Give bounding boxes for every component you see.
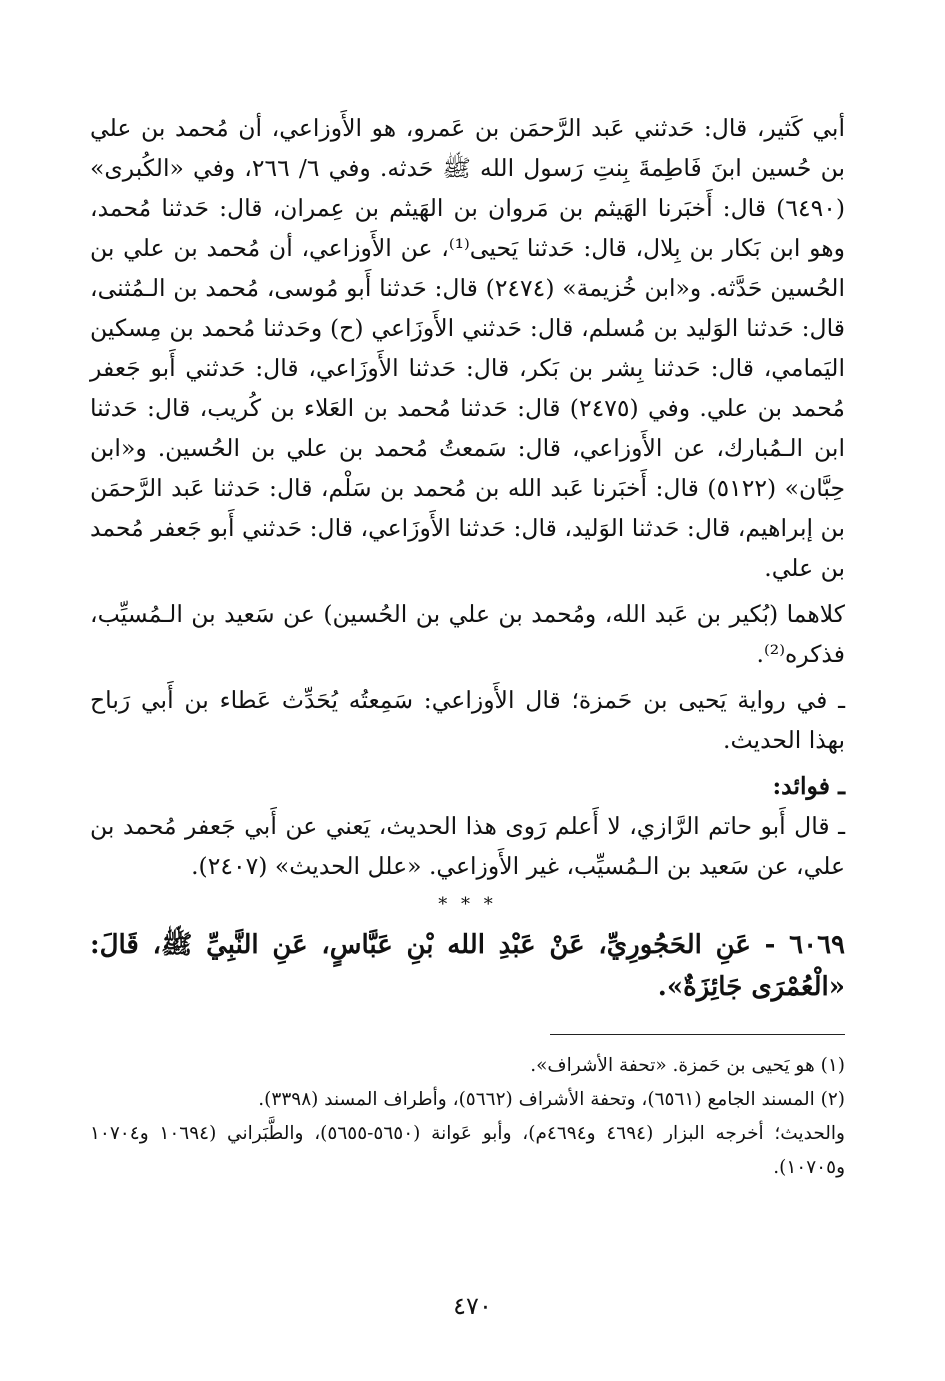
- paragraph-fawaid: ـ قال أَبو حاتم الرَّازي، لا أَعلم رَوى هذا الحديث، يَعني عن أَبي جَعفر مُحمد بن علي، عن سَعيد بن الـمُسيِّب، غير الأَوزاعي. «علل الحديث» (٢٤٠٧).: [90, 812, 845, 880]
- paragraph-isnad: أبي كَثير، قال: حَدثني عَبد الرَّحمَن بن عَمرو، هو الأَوزاعي، أن مُحمد بن علي بن حُسين ابنَ فَاطِمةَ بِنتِ رَسول الله ﷺ حَدثه. وفي ٦/ ٢٦٦، وفي «الكُبرى» (٦٤٩٠) قال: أَخبَرنا الهَيثم بن مَروان بن الهَيثم بن عِمران، قال: حَدثنا مُحمد، وهو ابن بَكار بن بِلال، قال: حَدثنا يَحيى⁽¹⁾، عن الأَوزاعي، أن مُحمد بن علي بن الحُسين حَدَّثه. و«ابن خُزيمة» (٢٤٧٤) قال: حَدثنا أَبو مُوسى، مُحمد بن الـمُثنى، قال: حَدثنا الوَليد بن مُسلم، قال: حَدثني الأَوزَاعي (ح) وحَدثنا مُحمد بن مِسكين اليَمامي، قال: حَدثنا بِشر بن بَكر، قال: حَدثنا الأَوزَاعي، قال: حَدثني أَبو جَعفر مُحمد بن علي. وفي (٢٤٧٥) قال: حَدثنا مُحمد بن العَلاء بن كُريب، قال: حَدثنا ابن الـمُبارك، عن الأَوزاعي، قال: سَمعتُ مُحمد بن علي بن الحُسين. و«ابن حِبَّان» (٥١٢٢) قال: أَخبَرنا عَبد الله بن مُحمد بن سَلْم، قال: حَدثنا عَبد الرَّحمَن بن إبراهيم، قال: حَدثنا الوَليد، قال: حَدثنا الأَوزَاعي، قال: حَدثني أَبو جَعفر مُحمد بن علي.: [90, 114, 846, 582]
- footnote-1: (١) هو يَحيى بن حَمزة. «تحفة الأشراف».: [530, 1055, 845, 1076]
- footnote-divider: [550, 1034, 845, 1035]
- section-separator: * * *: [438, 894, 497, 915]
- hadith-body: عَنِ الحَجُورِيِّ، عَنْ عَبْدِ الله بْنِ عَبَّاسٍ، عَنِ النَّبِيِّ ﷺ، قَالَ: «الْعُمْرَى جَائِزَةٌ».: [90, 930, 845, 1002]
- page-number: ٤٧٠: [453, 1292, 492, 1320]
- fawaid-heading: ـ فوائد:: [772, 772, 845, 800]
- paragraph-both: كلاهما (بُكير بن عَبد الله، ومُحمد بن علي بن الحُسين) عن سَعيد بن الـمُسيِّب، فذكره⁽²⁾.: [90, 600, 845, 668]
- hadith-text: [90, 924, 845, 1008]
- hadith-number: ٦٠٦٩ -: [764, 930, 845, 960]
- page-body: [90, 108, 845, 1185]
- paragraph-riwaya: ـ في رواية يَحيى بن حَمزة؛ قال الأَوزاعي: سَمِعتُه يُحَدِّث عَطاء بن أَبي رَباح بهذا الحديث.: [90, 686, 845, 754]
- footnote-2: (٢) المسند الجامع (٦٥٦١)، وتحفة الأشراف (٥٦٦٢)، وأطراف المسند (٣٣٩٨).: [258, 1089, 845, 1110]
- footnotes: [90, 1049, 845, 1185]
- footnote-2-continuation: والحديث؛ أخرجه البزار (٤٦٩٤ و٤٦٩٤م)، وأبو عَوانة (٥٦٥٠-٥٦٥٥)، والطَّبَراني (١٠٦٩٤ و١٠٧٠٤ و١٠٧٠٥).: [90, 1123, 845, 1178]
- main-text: [90, 108, 845, 886]
